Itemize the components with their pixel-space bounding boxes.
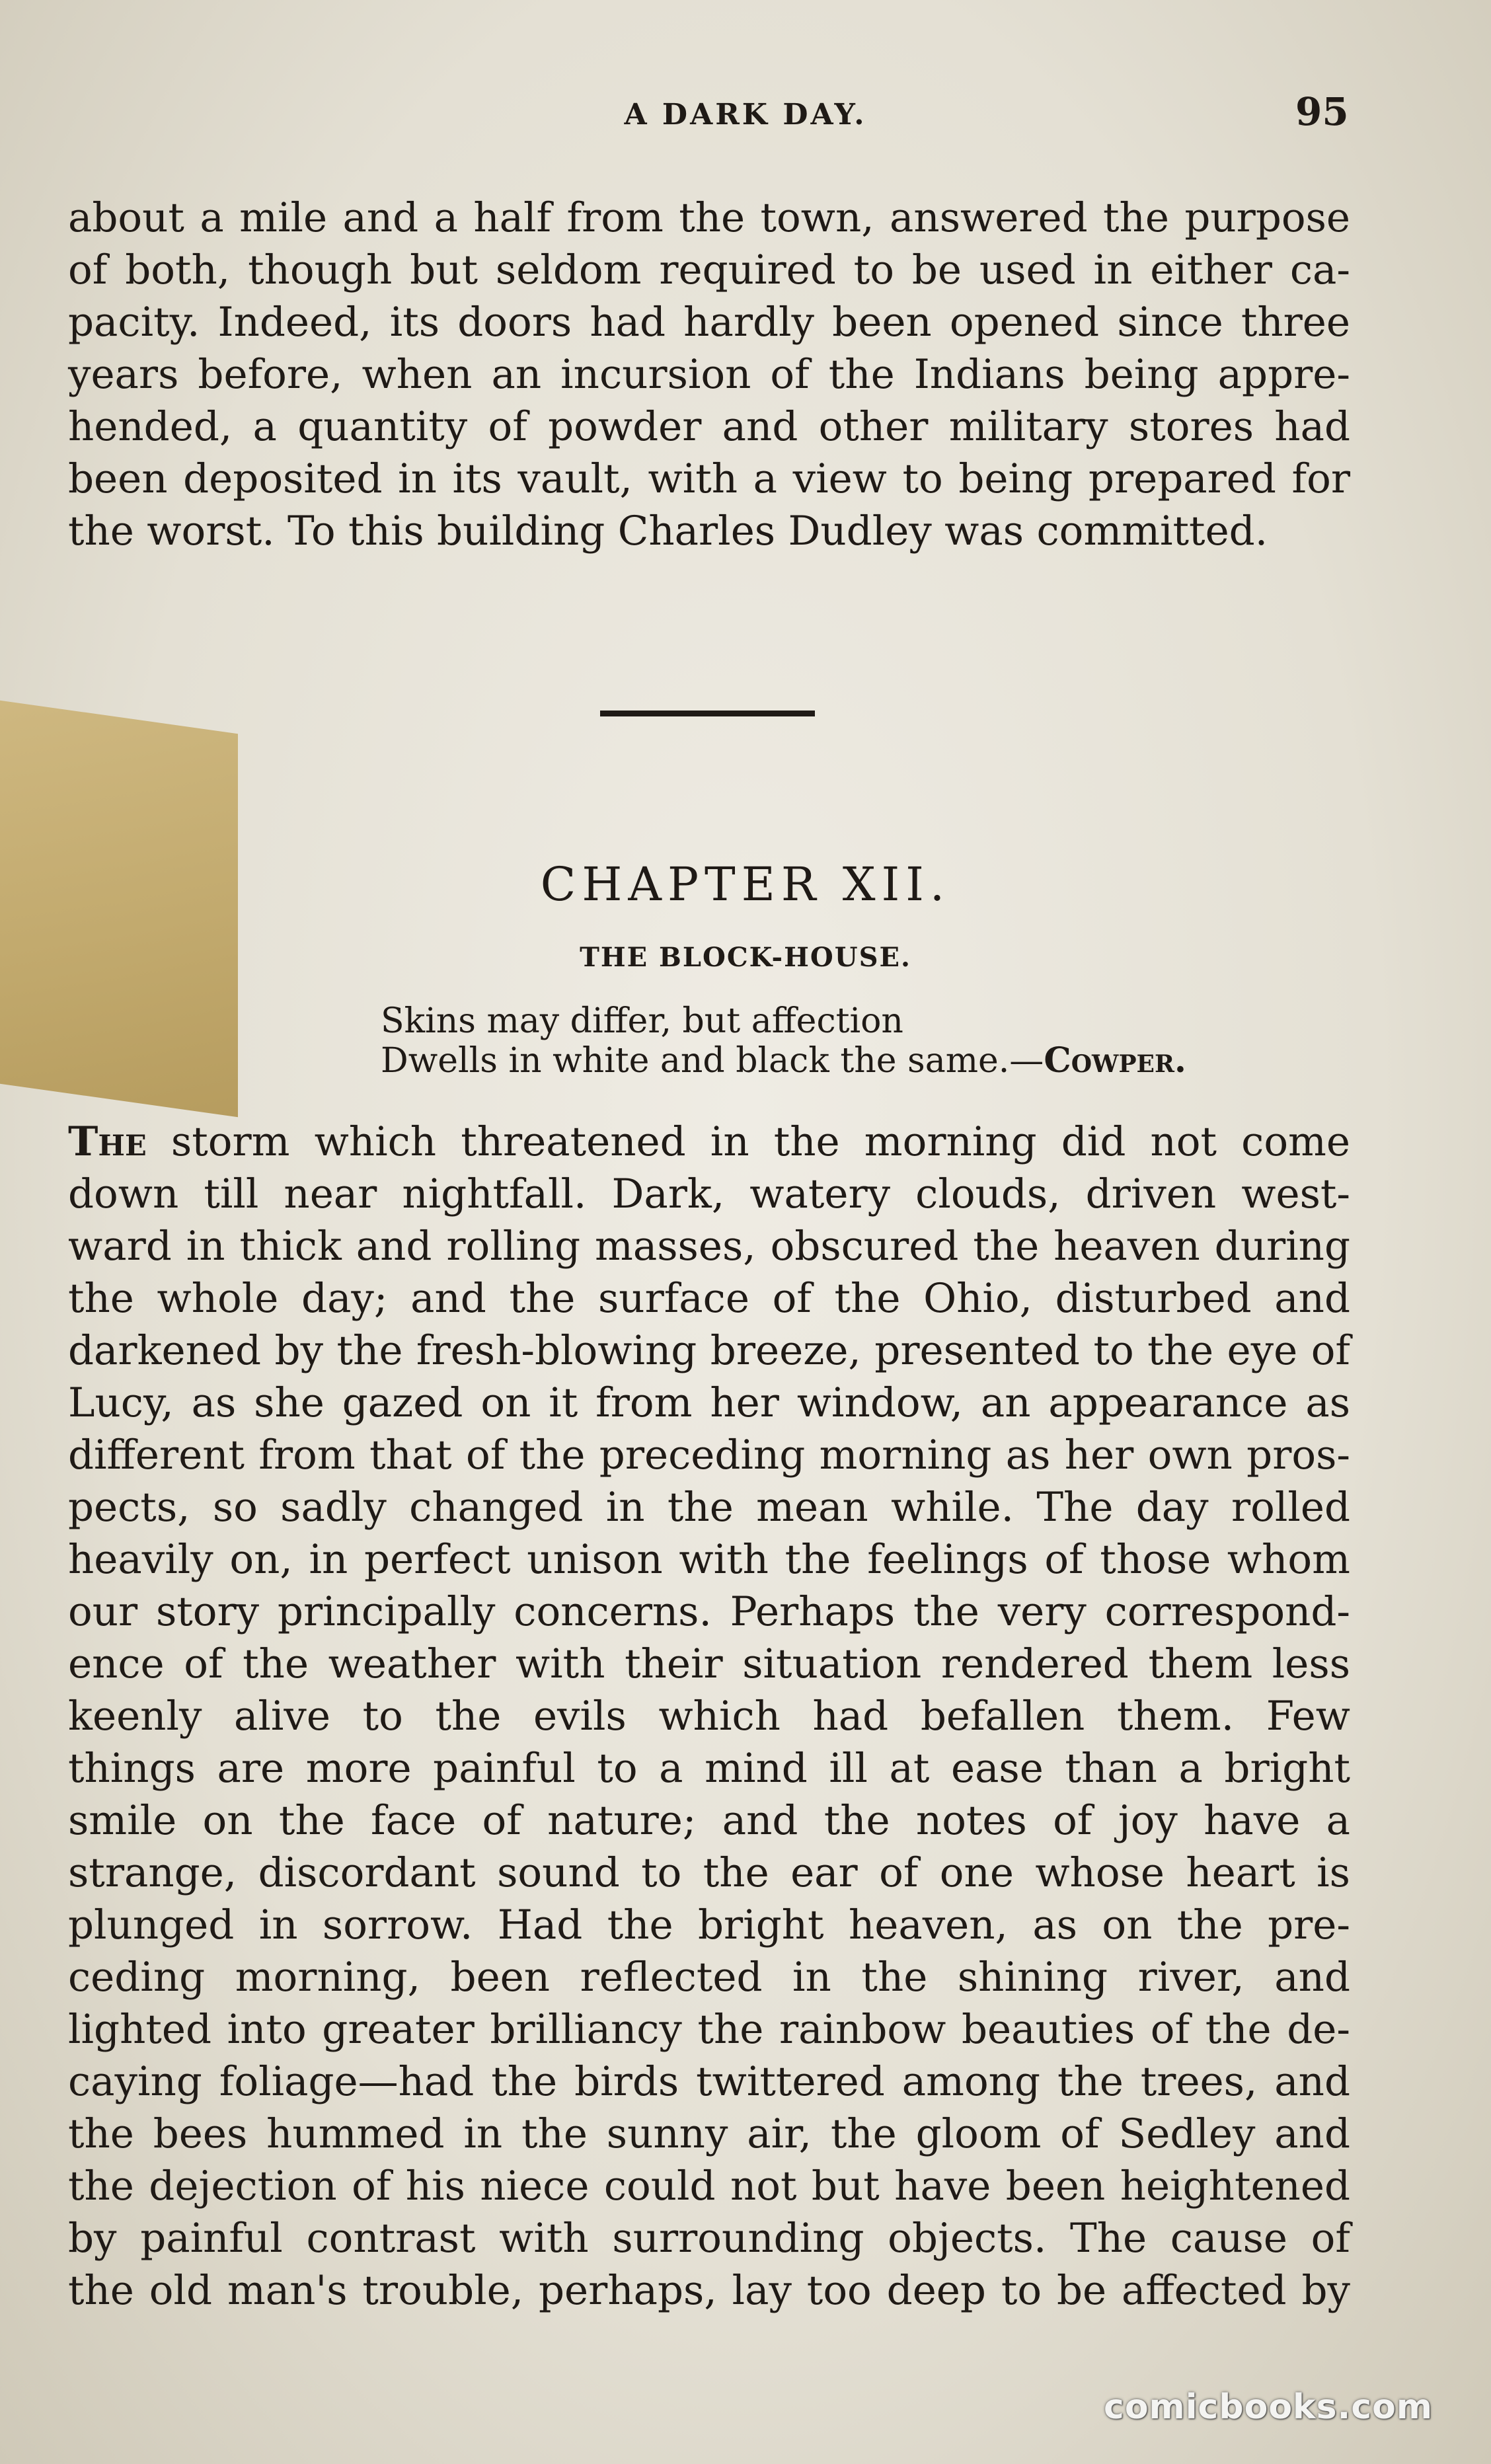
top-paragraph (68, 192, 1350, 557)
text-line: strange, discordant sound to the ear of one whose heart is (68, 1849, 1350, 1896)
text-line: smile on the face of nature; and the notes of joy have a (68, 1797, 1350, 1844)
text-line: things are more painful to a mind ill at ease than a bright (68, 1745, 1350, 1792)
epigraph-attribution: Cowper. (1044, 1040, 1187, 1081)
text-line: the old man's trouble, perhaps, lay too deep to be affected by (68, 2267, 1350, 2314)
text-line: ceding morning, been reflected in the shining river, and (68, 1954, 1350, 2001)
text-line: the dejection of his niece could not but have been heightened (68, 2163, 1350, 2210)
text-line: Lucy, as she gazed on it from her window, an appearance as (68, 1379, 1350, 1426)
first-line-text: storm which threatened in the morning did not come (146, 1118, 1350, 1165)
page-number: 95 (1295, 89, 1349, 134)
text-line: plunged in sorrow. Had the bright heaven, as on the pre- (68, 1902, 1350, 1948)
text-line: pacity. Indeed, its doors had hardly been opened since three (68, 299, 1350, 346)
chapter-title: CHAPTER XII. (540, 857, 951, 911)
text-line: the whole day; and the surface of the Ohio, disturbed and (68, 1275, 1350, 1322)
watermark: comicbooks.com (1104, 2387, 1434, 2427)
text-line: of both, though but seldom required to be used in either ca- (68, 247, 1350, 293)
text-line: ence of the weather with their situation rendered them less (68, 1640, 1350, 1687)
drop-word: The (68, 1118, 147, 1165)
text-line: pects, so sadly changed in the mean while. The day rolled (68, 1484, 1350, 1531)
epigraph-text: Dwells in white and black the same.— (381, 1041, 1044, 1081)
text-line: darkened by the fresh-blowing breeze, presented to the eye of (68, 1327, 1350, 1374)
text-line: the worst. To this building Charles Dudley was committed. (68, 508, 1268, 555)
text-line: lighted into greater brilliancy the rainbow beauties of the de- (68, 2006, 1350, 2053)
text-line: our story principally concerns. Perhaps the very correspond- (68, 1588, 1350, 1635)
text-line: heavily on, in perfect unison with the feelings of those whom (68, 1536, 1350, 1583)
text-line: keenly alive to the evils which had befallen them. Few (68, 1693, 1350, 1740)
text-line: caying foliage—had the birds twittered among the trees, and (68, 2058, 1350, 2105)
text-line: the bees hummed in the sunny air, the gloom of Sedley and (68, 2110, 1350, 2157)
text-line: been deposited in its vault, with a view to being prepared for (68, 455, 1350, 502)
text-line: different from that of the preceding morning as her own pros- (68, 1432, 1350, 1479)
epigraph (381, 1001, 1186, 1081)
running-title: A DARK DAY. (624, 98, 867, 132)
chapter-subtitle: THE BLOCK-HOUSE. (580, 942, 911, 973)
text-line: down till near nightfall. Dark, watery clouds, driven west- (68, 1171, 1350, 1217)
text-line: about a mile and a half from the town, answered the purpose (68, 194, 1350, 241)
text-line (68, 1116, 1350, 1168)
epigraph-line (381, 1041, 1186, 1081)
epigraph-line: Skins may differ, but affection (381, 1001, 903, 1041)
main-paragraph (68, 1116, 1350, 2317)
text-line: by painful contrast with surrounding objects. The cause of (68, 2215, 1350, 2262)
text-line: years before, when an incursion of the Indians being appre- (68, 351, 1350, 398)
text-line: ward in thick and rolling masses, obscured the heaven during (68, 1223, 1350, 1270)
section-divider (600, 711, 815, 716)
text-line: hended, a quantity of powder and other military stores had (68, 403, 1350, 450)
